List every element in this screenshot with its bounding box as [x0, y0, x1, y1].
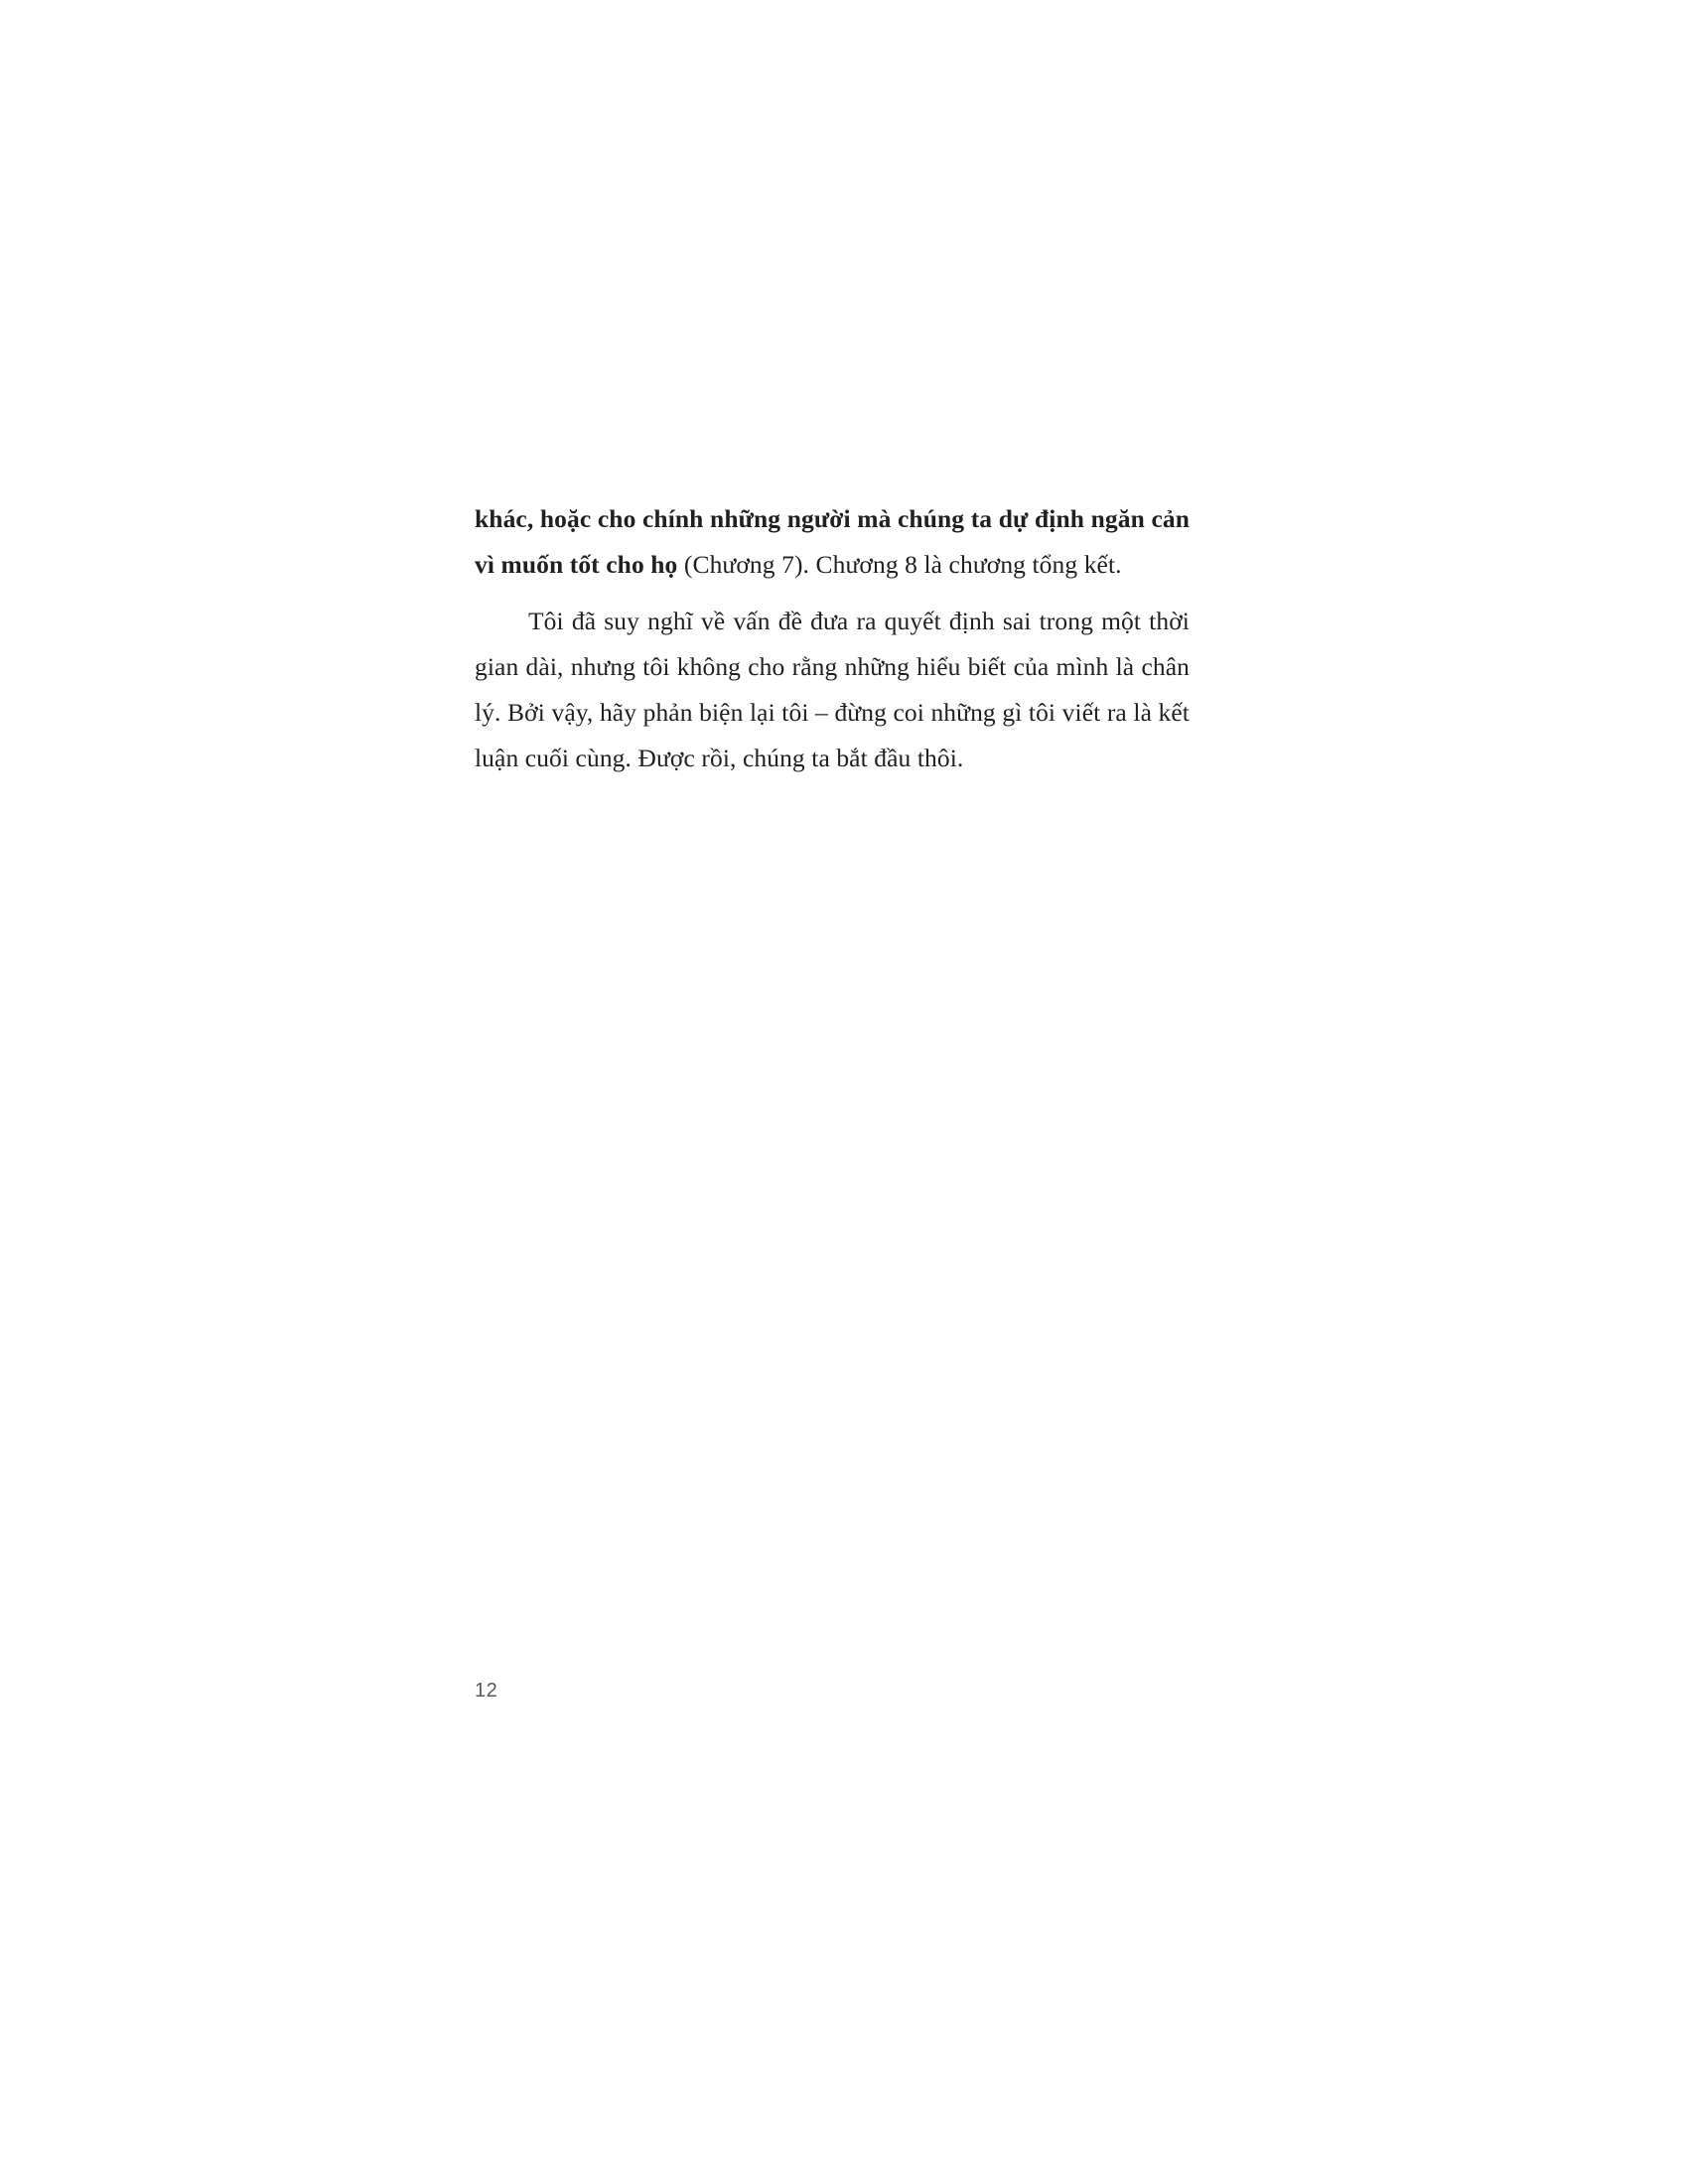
paragraph-remainder: (Chương 7). Chương 8 là chương tổng kết. — [677, 550, 1122, 579]
paragraph-continuation — [475, 496, 1190, 588]
page-number: 12 — [475, 1680, 498, 1702]
bold-lead-text: khác, hoặc cho chính những người mà chúng ta dự định ngăn cản vì muốn tốt cho họ — [475, 504, 1190, 579]
paragraph-closing: Tôi đã suy nghĩ về vấn đề đưa ra quyết định sai trong một thời gian dài, nhưng tôi không cho rằng những hiểu biết của mình là chân lý. Bởi vậy, hãy phản biện lại tôi – đừng coi những gì tôi viết ra là kết luận cuối cùng. Được rồi, chúng ta bắt đầu thôi. — [475, 607, 1190, 772]
body-text — [475, 496, 1190, 781]
